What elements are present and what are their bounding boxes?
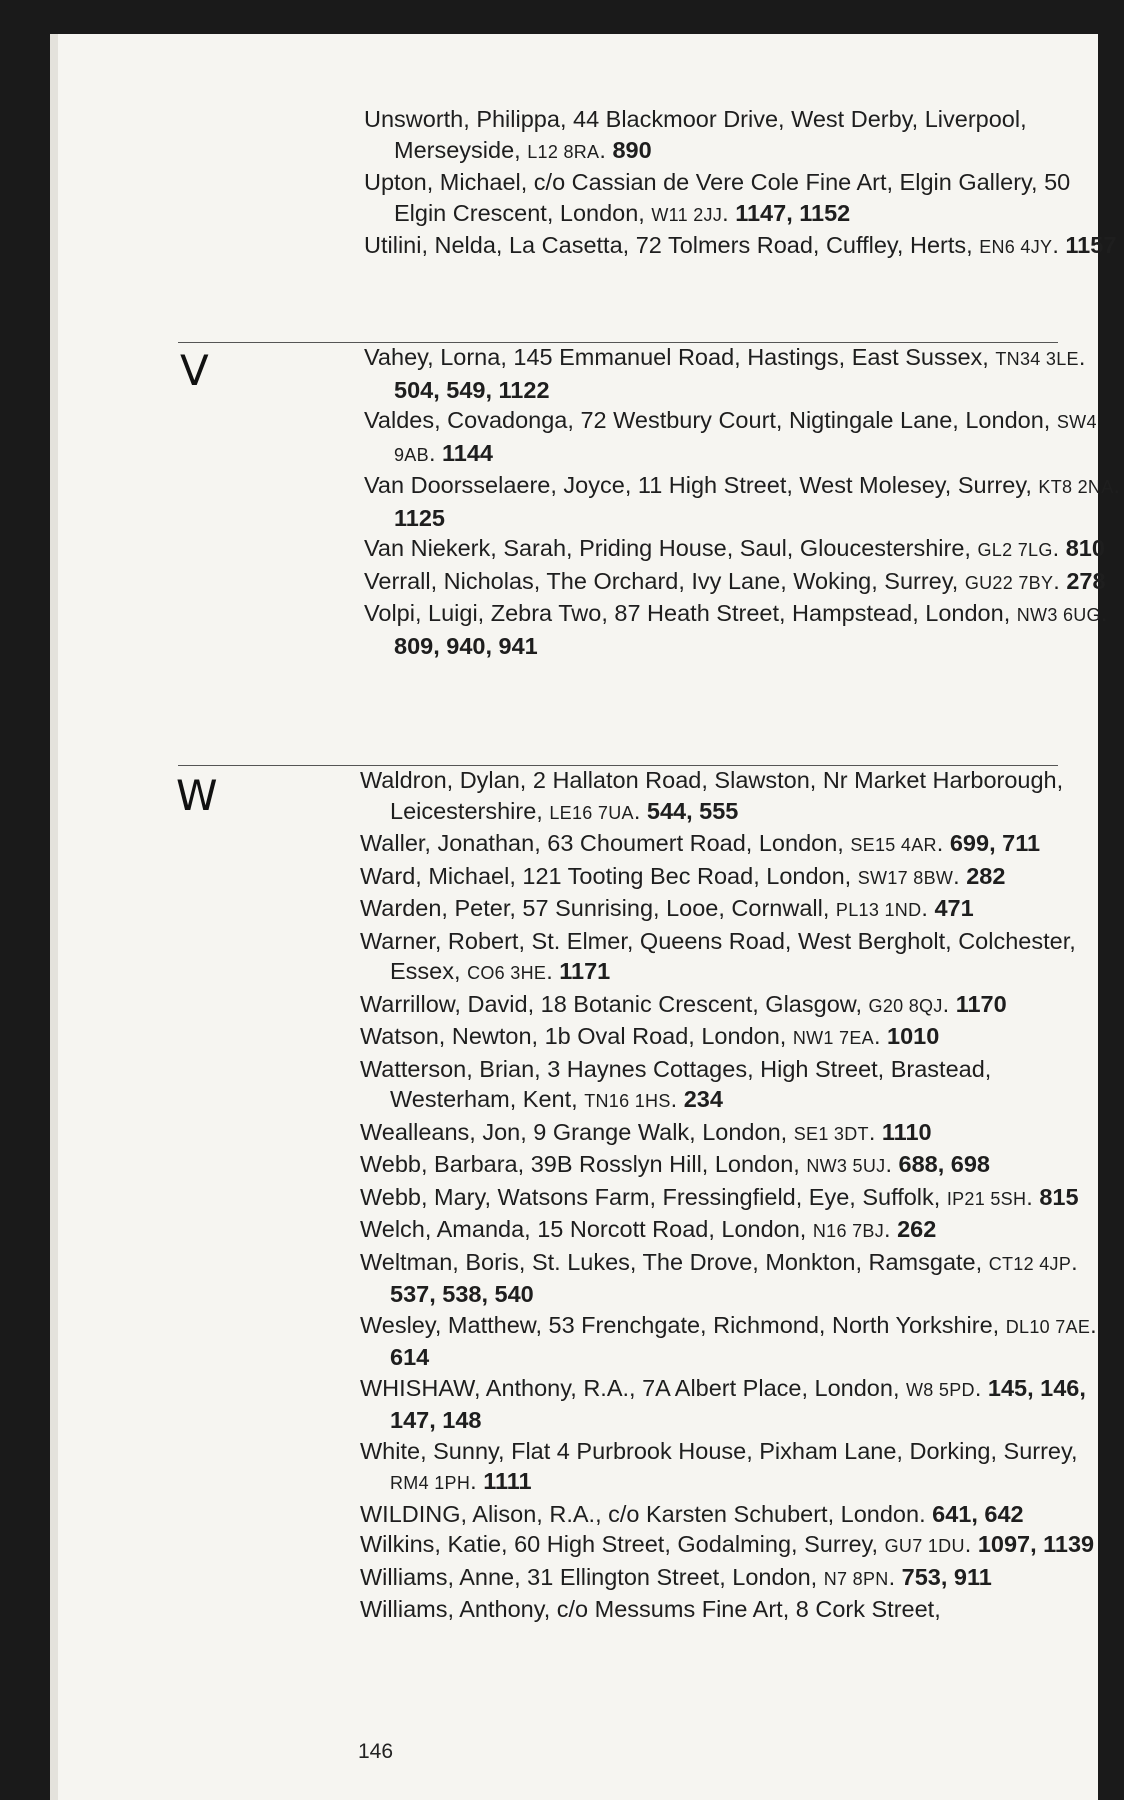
- entry-postcode: IP21 5SH: [946, 1188, 1027, 1209]
- entry-postcode: PL13 1ND: [835, 900, 922, 920]
- entry-page-refs: 262: [897, 1216, 937, 1242]
- entry-list: [364, 104, 1124, 263]
- entry-address: , 60 High Street, Godalming, Surrey,: [501, 1531, 885, 1557]
- entry-name: Wealleans, Jon: [360, 1118, 521, 1145]
- entry-postcode: W11 2JJ: [651, 204, 723, 225]
- index-entry: [360, 1594, 1120, 1625]
- entry-address: , The Orchard, Ivy Lane, Woking, Surrey,: [533, 567, 965, 594]
- entry-postcode: EN6 4JY: [979, 237, 1053, 257]
- index-entry: Williams, Anne, 31 Ellington Street, London, N7 8PN. 753, 911: [360, 1563, 992, 1590]
- index-entry: Warrillow, David, 18 Botanic Crescent, Glasgow, G20 8QJ. 1170: [360, 990, 1007, 1017]
- entry-name: Unsworth, Philippa: [364, 106, 560, 132]
- entry-address: , 39B Rosslyn Hill, London,: [517, 1151, 807, 1177]
- entry-address: , St. Elmer, Queens Road, West Bergholt, Colchester, Essex,: [390, 927, 1076, 984]
- entry-address: , c/o Karsten Schubert, London: [595, 1500, 920, 1527]
- entry-page-refs: 234: [683, 1086, 723, 1112]
- entry-name: Upton, Michael: [364, 169, 521, 195]
- entry-postcode: TN34 3LE: [995, 349, 1079, 369]
- entry-page-refs: 699, 711: [949, 830, 1041, 856]
- index-entry: White, Sunny, Flat 4 Purbrook House, Pixham Lane, Dorking, Surrey, RM4 1PH. 1111: [360, 1437, 1078, 1494]
- entry-name: WILDING, Alison, R.A.: [360, 1500, 596, 1527]
- entry-address: , c/o Messums Fine Art, 8 Cork Street,: [543, 1596, 941, 1622]
- index-entry: WILDING, Alison, R.A., c/o Karsten Schubert, London. 641, 642: [360, 1500, 1024, 1527]
- entry-name: Webb, Barbara: [360, 1151, 518, 1177]
- entry-postcode: W8 5PD: [906, 1379, 975, 1400]
- index-entry: Wealleans, Jon, 9 Grange Walk, London, SE1 3DT. 1110: [360, 1118, 932, 1145]
- entry-page-refs: 282: [966, 862, 1006, 889]
- entry-name: Vahey, Lorna: [364, 344, 501, 370]
- entry-postcode: SW17 8BW: [857, 867, 954, 888]
- entry-name: Valdes, Covadonga: [364, 407, 568, 433]
- entry-name: Waller, Jonathan: [360, 830, 535, 856]
- index-entry: Watterson, Brian, 3 Haynes Cottages, High Street, Brastead, Westerham, Kent, TN16 1HS. 234: [360, 1055, 992, 1112]
- entry-postcode: G20 8QJ: [868, 995, 943, 1016]
- entry-postcode: LE16 7UA: [549, 802, 634, 823]
- entry-postcode: GL2 7LG: [977, 540, 1053, 560]
- entry-page-refs: 641, 642: [932, 1500, 1024, 1527]
- section-letter: V: [180, 346, 209, 395]
- entry-address: , 53 Frenchgate, Richmond, North Yorkshire,: [535, 1311, 1006, 1338]
- index-entry: Upton, Michael, c/o Cassian de Vere Cole Fine Art, Elgin Gallery, 50 Elgin Crescent, London, W11 2JJ. 1147, 1152: [364, 169, 1071, 226]
- entry-name: White, Sunny: [360, 1437, 499, 1464]
- entry-page-refs: 471: [934, 895, 974, 921]
- entry-name: Watson, Newton: [360, 1023, 532, 1049]
- entry-name: Watterson, Brian: [360, 1055, 535, 1082]
- entry-address: , 15 Norcott Road, London,: [524, 1216, 813, 1242]
- entry-page-refs: 1097, 1139: [977, 1531, 1095, 1557]
- entry-page-refs: 890: [612, 136, 652, 163]
- entry-postcode: NW3 6UG: [1016, 605, 1101, 625]
- entry-page-refs: 537, 538, 540: [390, 1281, 534, 1307]
- entry-address: , 121 Tooting Bec Road, London,: [509, 862, 858, 889]
- entry-address: , Zebra Two, 87 Heath Street, Hampstead, London,: [477, 600, 1017, 626]
- entry-page-refs: 1125: [394, 504, 445, 531]
- entry-page-refs: 1157: [1065, 232, 1117, 258]
- entry-page-refs: 1111: [483, 1468, 532, 1494]
- entry-name: Williams, Anthony: [360, 1596, 544, 1622]
- entry-postcode: N7 8PN: [823, 1568, 889, 1589]
- entry-address: , 145 Emmanuel Road, Hastings, East Sussex,: [500, 344, 996, 370]
- index-entry: Vahey, Lorna, 145 Emmanuel Road, Hastings, East Sussex, TN34 3LE. 504, 549, 1122: [364, 344, 1086, 403]
- entry-page-refs: 1110: [881, 1118, 932, 1145]
- entry-page-refs: 145, 146, 147, 148: [390, 1374, 1086, 1433]
- entry-name: Van Niekerk, Sarah: [364, 535, 567, 561]
- entry-name: Warner, Robert: [360, 927, 519, 954]
- entry-address: , 2 Hallaton Road, Slawston, Nr Market Harborough, Leicestershire,: [390, 767, 1064, 824]
- entry-page-refs: 1010: [887, 1023, 940, 1049]
- entry-name: Volpi, Luigi: [364, 600, 478, 626]
- index-entry: Verrall, Nicholas, The Orchard, Ivy Lane, Woking, Surrey, GU22 7BY. 278: [364, 567, 1106, 594]
- entry-name: Van Doorsselaere, Joyce: [364, 472, 625, 498]
- index-entry: Watson, Newton, 1b Oval Road, London, NW1 7EA. 1010: [360, 1023, 940, 1049]
- book-page: [50, 34, 1121, 1800]
- index-entry: Waller, Jonathan, 63 Choumert Road, London, SE15 4AR. 699, 711: [360, 830, 1041, 856]
- index-entry: Warden, Peter, 57 Sunrising, Looe, Cornwall, PL13 1ND. 471: [360, 895, 974, 921]
- entry-postcode: NW3 5UJ: [806, 1156, 886, 1176]
- index-entry: Warner, Robert, St. Elmer, Queens Road, West Bergholt, Colchester, Essex, CO6 3HE. 1171: [360, 927, 1076, 984]
- entry-name: Verrall, Nicholas: [364, 567, 534, 594]
- entry-page-refs: 1144: [442, 439, 493, 466]
- entry-name: WHISHAW, Anthony, R.A.: [360, 1374, 630, 1401]
- entry-name: Ward, Michael: [360, 862, 510, 889]
- index-entry: Webb, Barbara, 39B Rosslyn Hill, London, NW3 5UJ. 688, 698: [360, 1151, 990, 1177]
- index-entry: WHISHAW, Anthony, R.A., 7A Albert Place, London, W8 5PD. 145, 146, 147, 148: [360, 1374, 1086, 1433]
- index-entry: Van Niekerk, Sarah, Priding House, Saul, Gloucestershire, GL2 7LG. 810: [364, 535, 1105, 561]
- entry-postcode: CT12 4JP: [988, 1253, 1072, 1274]
- entry-page-refs: 504, 549, 1122: [394, 376, 550, 403]
- index-entry: Utilini, Nelda, La Casetta, 72 Tolmers Road, Cuffley, Herts, EN6 4JY. 1157: [364, 232, 1117, 258]
- section-letter: W: [176, 771, 218, 820]
- entry-address: , 3 Haynes Cottages, High Street, Brastead, Westerham, Kent,: [390, 1055, 992, 1112]
- entry-address: , Flat 4 Purbrook House, Pixham Lane, Dorking, Surrey,: [498, 1437, 1078, 1464]
- entry-address: , Priding House, Saul, Gloucestershire,: [566, 535, 978, 561]
- page-number: 146: [358, 1740, 394, 1763]
- entry-page-refs: 815: [1039, 1183, 1079, 1210]
- entry-postcode: DL10 7AE: [1005, 1316, 1091, 1337]
- entry-postcode: SW4 9AB: [394, 412, 1097, 465]
- index-entry: Welch, Amanda, 15 Norcott Road, London, N16 7BJ. 262: [360, 1216, 937, 1242]
- entry-page-refs: 809, 940, 941: [394, 632, 538, 659]
- entry-address: , 1b Oval Road, London,: [531, 1023, 793, 1049]
- entry-page-refs: 544, 555: [646, 797, 739, 824]
- entry-address: , c/o Cassian de Vere Cole Fine Art, Elgin Gallery, 50 Elgin Crescent, London,: [394, 169, 1071, 226]
- entry-name: Waldron, Dylan: [360, 767, 520, 793]
- entry-name: Welch, Amanda: [360, 1216, 525, 1242]
- entry-address: , 72 Westbury Court, Nigtingale Lane, London,: [567, 407, 1057, 433]
- entry-list: [360, 765, 1120, 1625]
- entry-postcode: NW1 7EA: [792, 1028, 874, 1048]
- entry-list: [364, 342, 1124, 661]
- entry-address: , 11 High Street, West Molesey, Surrey,: [624, 472, 1039, 498]
- index-entry: Van Doorsselaere, Joyce, 11 High Street, West Molesey, Surrey, KT8 2NA. 1125: [364, 472, 1121, 531]
- entry-page-refs: 1171: [559, 958, 611, 984]
- entry-postcode: RM4 1PH: [390, 1473, 471, 1493]
- entry-page-refs: 1170: [955, 990, 1007, 1017]
- index-entry: Valdes, Covadonga, 72 Westbury Court, Nigtingale Lane, London, SW4 9AB. 1144: [364, 407, 1097, 466]
- entry-postcode: GU22 7BY: [964, 572, 1054, 593]
- entry-postcode: L12 8RA: [527, 141, 600, 162]
- entry-page-refs: 614: [390, 1344, 430, 1370]
- entry-postcode: N16 7BJ: [812, 1221, 885, 1241]
- entry-address: , La Casetta, 72 Tolmers Road, Cuffley, Herts,: [495, 232, 980, 258]
- index-entry: Wilkins, Katie, 60 High Street, Godalming, Surrey, GU7 1DU. 1097, 1139: [360, 1531, 1095, 1557]
- index-entry: Volpi, Luigi, Zebra Two, 87 Heath Street, Hampstead, London, NW3 6UG. 809, 940, 941: [364, 600, 1108, 659]
- entry-postcode: KT8 2NA: [1038, 477, 1114, 497]
- index-entry: Weltman, Boris, St. Lukes, The Drove, Monkton, Ramsgate, CT12 4JP. 537, 538, 540: [360, 1248, 1078, 1307]
- entry-postcode: GU7 1DU: [884, 1536, 965, 1556]
- entry-page-refs: 1147, 1152: [735, 199, 851, 226]
- entry-postcode: SE1 3DT: [793, 1123, 869, 1144]
- entry-page-refs: 688, 698: [898, 1151, 990, 1177]
- entry-address: , 63 Choumert Road, London,: [534, 830, 851, 856]
- index-entry: Waldron, Dylan, 2 Hallaton Road, Slawston, Nr Market Harborough, Leicestershire, LE16 7UA. 544, 555: [360, 767, 1064, 824]
- entry-page-refs: 753, 911: [901, 1563, 992, 1590]
- entry-page-refs: 278: [1066, 567, 1106, 594]
- entry-address: , 18 Botanic Crescent, Glasgow,: [527, 990, 869, 1017]
- entry-name: Webb, Mary: [360, 1183, 485, 1210]
- entry-name: Weltman, Boris: [360, 1248, 519, 1275]
- entry-name: Warden, Peter: [360, 895, 510, 921]
- entry-address: , 7A Albert Place, London,: [629, 1374, 907, 1401]
- index-entry: Webb, Mary, Watsons Farm, Fressingfield, Eye, Suffolk, IP21 5SH. 815: [360, 1183, 1079, 1210]
- entry-name: Utilini, Nelda: [364, 232, 496, 258]
- index-entry: Wesley, Matthew, 53 Frenchgate, Richmond, North Yorkshire, DL10 7AE. 614: [360, 1311, 1097, 1370]
- entry-address: , St. Lukes, The Drove, Monkton, Ramsgate,: [518, 1248, 989, 1275]
- entry-page-refs: 810: [1065, 535, 1105, 561]
- entry-address: , 9 Grange Walk, London,: [520, 1118, 794, 1145]
- entry-name: Wesley, Matthew: [360, 1311, 536, 1338]
- entry-name: Wilkins, Katie: [360, 1531, 502, 1557]
- entry-name: Williams, Anne: [360, 1563, 515, 1590]
- entry-postcode: SE15 4AR: [850, 835, 937, 855]
- entry-address: , 31 Ellington Street, London,: [514, 1563, 824, 1590]
- entry-address: , 57 Sunrising, Looe, Cornwall,: [509, 895, 836, 921]
- entry-address: , 44 Blackmoor Drive, West Derby, Liverpool, Merseyside,: [394, 106, 1027, 163]
- index-entry: Ward, Michael, 121 Tooting Bec Road, London, SW17 8BW. 282: [360, 862, 1006, 889]
- index-entry: Unsworth, Philippa, 44 Blackmoor Drive, West Derby, Liverpool, Merseyside, L12 8RA. 890: [364, 106, 1027, 163]
- entry-postcode: TN16 1HS: [584, 1091, 671, 1111]
- entry-address: , Watsons Farm, Fressingfield, Eye, Suffolk,: [484, 1183, 947, 1210]
- entry-postcode: CO6 3HE: [467, 963, 547, 983]
- entry-name: Warrillow, David: [360, 990, 528, 1017]
